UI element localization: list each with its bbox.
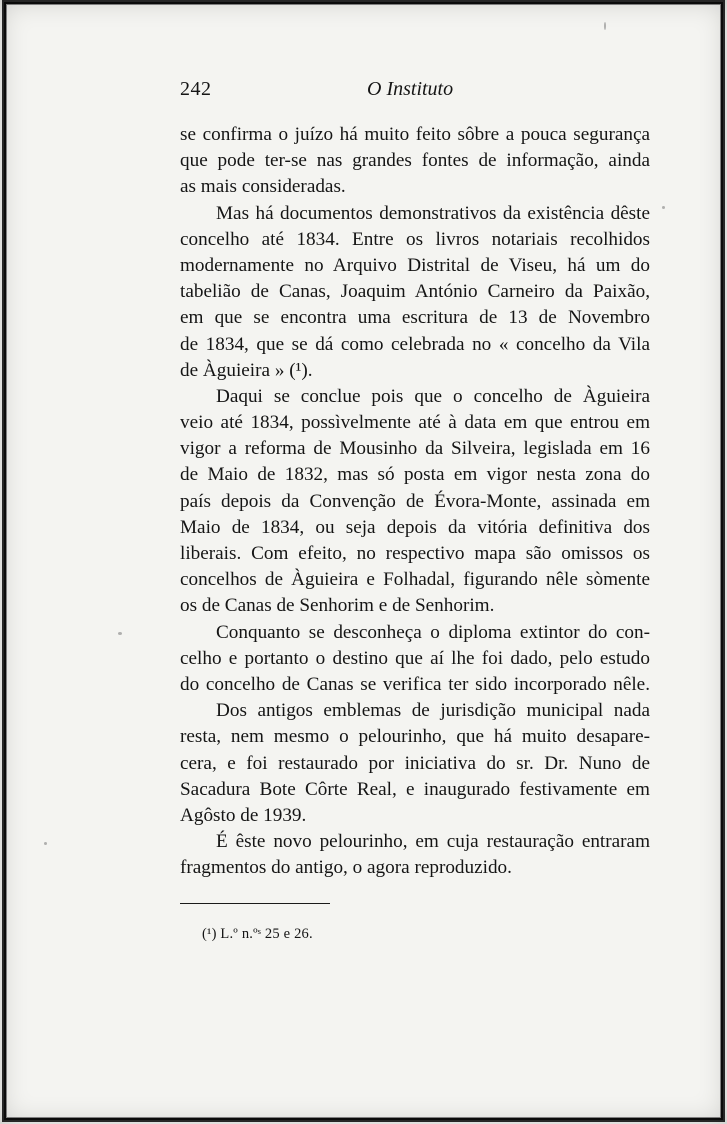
text-line: Conquanto se desconheça o diploma extintor do con- xyxy=(216,621,650,643)
text-line: liberais. Com efeito, no respectivo mapa são omissos os xyxy=(180,543,650,564)
page-number: 242 xyxy=(180,78,212,100)
text-line: celho e portanto o destino que aí lhe foi dado, pelo estudo xyxy=(180,647,650,669)
text-line: Daqui se conclue pois que o concelho de Àguieira xyxy=(216,385,650,407)
text-line: É êste novo pelourinho, em cuja restauração entraram xyxy=(216,831,650,853)
page-header xyxy=(180,78,650,102)
text-line: Sacadura Bote Côrte Real, e inaugurado festivamente em xyxy=(180,778,650,800)
text-line: tabelião de Canas, Joaquim António Carneiro da Paixão, xyxy=(180,281,650,303)
text-line: concelhos de Àguieira e Folhadal, figurando nêle sòmente xyxy=(180,569,650,591)
footnote-divider xyxy=(180,903,330,904)
scan-speck xyxy=(604,22,606,30)
text-line: vigor a reforma de Mousinho da Silveira, legislada em 16 xyxy=(180,438,650,460)
text-line: concelho até 1834. Entre os livros notariais recolhidos xyxy=(180,228,650,250)
body-text xyxy=(180,122,650,881)
text-line: país depois da Convenção de Évora-Monte, assinada em xyxy=(180,490,650,512)
scan-speck xyxy=(44,842,47,845)
text-line: Mas há documentos demonstrativos da existência dêste xyxy=(216,202,650,224)
text-line: Agôsto de 1939. xyxy=(180,804,307,826)
text-line: de 1834, que se dá como celebrada no « concelho da Vila xyxy=(180,333,650,355)
text-line: Dos antigos emblemas de jurisdição municipal nada xyxy=(216,700,650,722)
text-line: as mais consideradas. xyxy=(180,176,346,198)
text-line: do concelho de Canas se verifica ter sido incorporado nêle. xyxy=(180,673,650,695)
text-line: se confirma o juízo há muito feito sôbre a pouca segurança xyxy=(180,124,650,145)
text-line: que pode ter-se nas grandes fontes de informação, ainda xyxy=(180,150,650,172)
text-line: resta, nem mesmo o pelourinho, que há muito desapare- xyxy=(180,726,650,748)
text-line: cera, e foi restaurado por iniciativa do sr. Dr. Nuno de xyxy=(180,752,650,774)
running-title: O Instituto xyxy=(367,78,454,100)
text-line: de Àguieira » (¹). xyxy=(180,359,313,381)
text-line: Maio de 1834, ou seja depois da vitória definitiva dos xyxy=(180,516,650,538)
text-line: fragmentos do antigo, o agora reproduzido. xyxy=(180,857,512,879)
scan-speck xyxy=(662,206,665,209)
scan-speck xyxy=(118,632,122,635)
text-line: de Maio de 1832, mas só posta em vigor nesta zona do xyxy=(180,464,650,486)
text-line: os de Canas de Senhorim e de Senhorim. xyxy=(180,595,495,617)
text-line: veio até 1834, possìvelmente até à data em que entrou em xyxy=(180,412,650,434)
footnote: (¹) L.º n.ºˢ 25 e 26. xyxy=(202,926,313,942)
text-line: em que se encontra uma escritura de 13 de Novembro xyxy=(180,307,650,329)
text-line: modernamente no Arquivo Distrital de Viseu, há um do xyxy=(180,254,650,276)
